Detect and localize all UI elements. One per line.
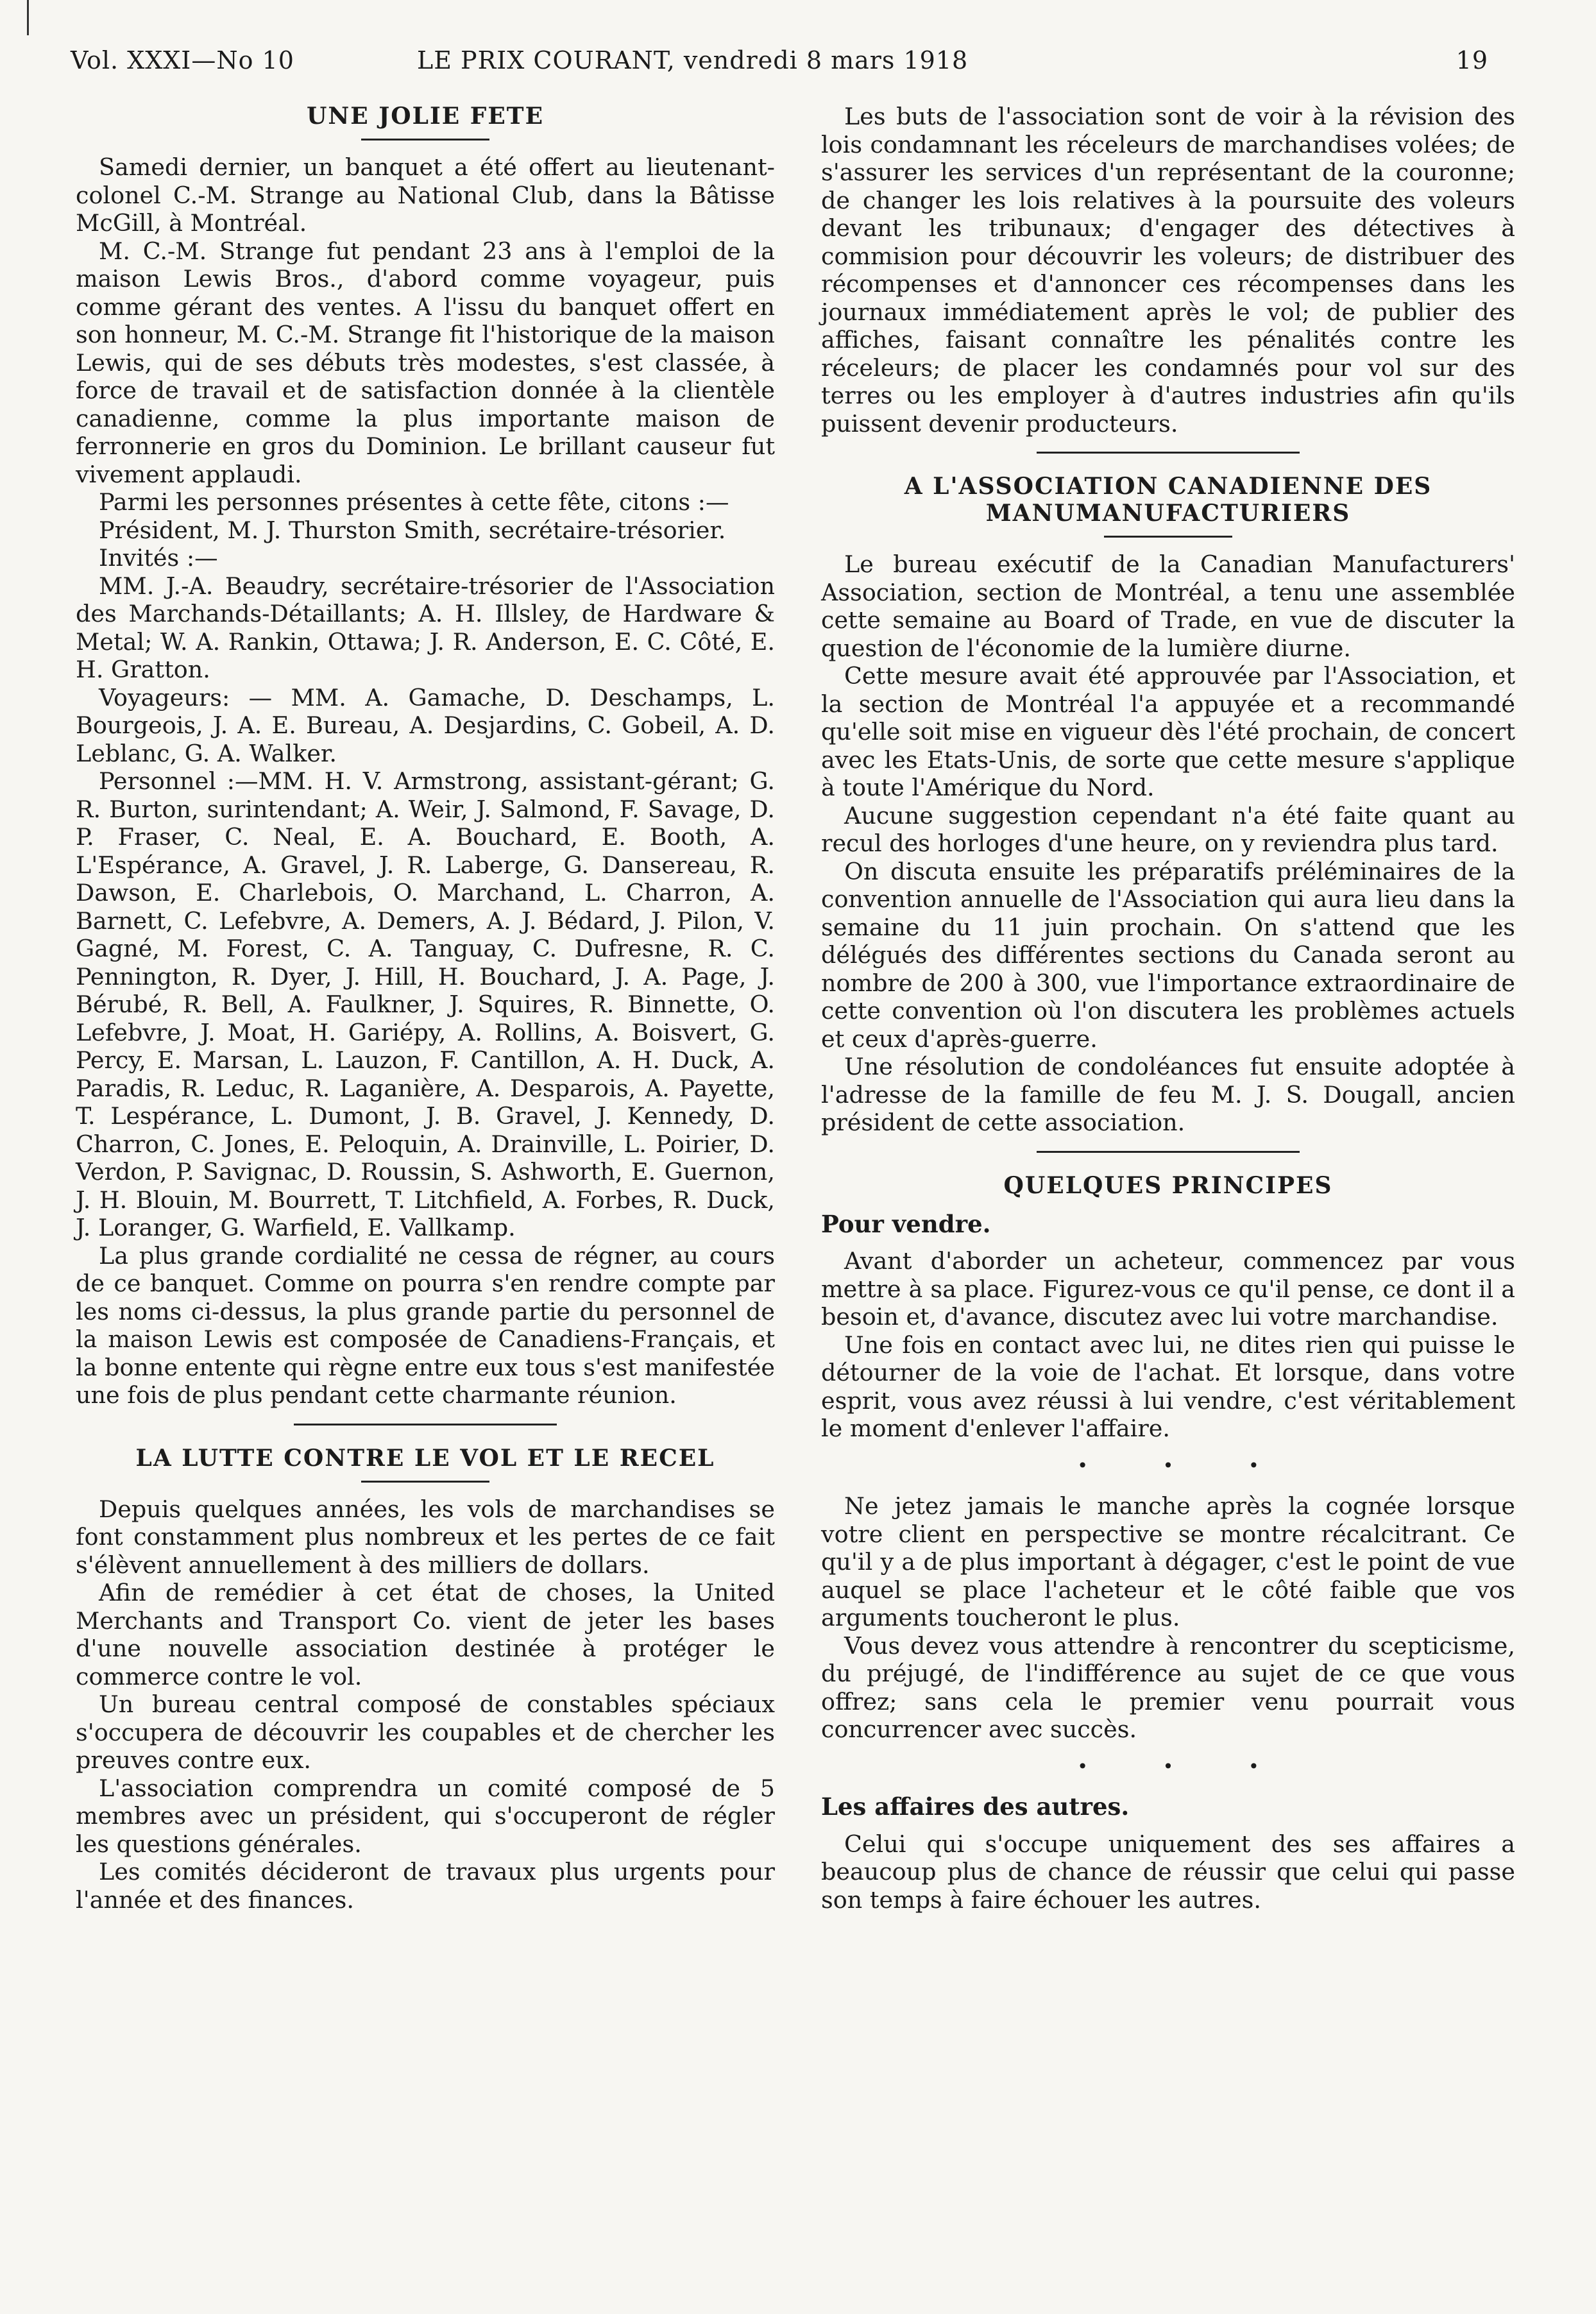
dot-separator: • • • [1077,1454,1294,1476]
title-rule [1104,536,1232,538]
title-rule [361,139,489,140]
left-column [76,103,775,1914]
subheading-affaires: Les affaires des autres. [821,1792,1130,1821]
paragraph: Cette mesure avait été approuvée par l'Association, et la section de Montréal l'a appuyée et a recommandé qu'elle soit mise en vigueur dès l'été prochain, de concert avec les Etats-Unis, de sorte que cette mesure s'applique à toute l'Amérique du Nord. [821,662,1515,801]
title-rule [361,1481,489,1483]
paragraph: Avant d'aborder un acheteur, commencez par vous mettre à sa place. Figurez-vous ce qu'il pense, ce dont il a besoin et, d'avance, discutez avec lui votre marchandise. [821,1247,1515,1331]
paragraph: Celui qui s'occupe uniquement des ses affaires a beaucoup plus de chance de réussir que celui qui passe son temps à faire échouer les autres. [821,1830,1515,1914]
paragraph: Depuis quelques années, les vols de marchandises se font constamment plus nombreux et les pertes de ce fait s'élèvent annuellement à des milliers de dollars. [76,1495,775,1579]
section-separator [1037,1151,1300,1153]
margin-rule [27,0,29,35]
page-number: 19 [1456,46,1488,74]
paragraph: MM. J.-A. Beaudry, secrétaire-trésorier de l'Association des Marchands-Détaillants; A. H. Illsley, de Hardware & Metal; W. A. Rankin, Ottawa; J. R. Anderson, E. C. Côté, E. H. Gratton. [76,572,775,683]
paragraph: Ne jetez jamais le manche après la cognée lorsque votre client en perspective se montre récalcitrant. Ce qu'il y a de plus important à dégager, c'est le point de vue auquel se place l'acheteur et le côté faible que vos arguments toucheront le plus. [821,1492,1515,1631]
masthead: LE PRIX COURANT, vendredi 8 mars 1918 [417,46,969,74]
article-title-lutte: LA LUTTE CONTRE LE VOL ET LE RECEL [135,1444,715,1472]
paragraph: Les comités décideront de travaux plus urgents pour l'année et des finances. [76,1858,775,1914]
section-separator [1037,452,1300,454]
right-column [821,103,1515,1914]
article-title-jolie-fete: UNE JOLIE FETE [306,103,545,130]
article-title-association: A L'ASSOCIATION CANADIENNE DES MANUMANUFACTURIERS [904,473,1432,527]
paragraph: Les buts de l'association sont de voir à la révision des lois condamnant les réceleurs de marchandises volées; de s'assurer les services d'un représentant de la couronne; de changer les lois relatives à la poursuite des voleurs devant les tribunaux; d'engager des détectives à commision pour découvrir les voleurs; de distribuer des récompenses et d'annoncer ces récompenses dans les journaux immédiatement après le vol; de publier des affiches, faisant connaître les pénalités contre les réceleurs; de placer les condamnés pour vol sur des terres ou les employer à d'autres industries afin qu'ils puissent devenir producteurs. [821,103,1515,438]
paragraph: Invités :— [99,544,218,572]
paragraph: Un bureau central composé de constables spéciaux s'occupera de découvrir les coupables et de chercher les preuves contre eux. [76,1690,775,1774]
page-header [71,46,1488,91]
paragraph: Afin de remédier à cet état de choses, la United Merchants and Transport Co. vient de jeter les bases d'une nouvelle association destinée à protéger le commerce contre le vol. [76,1579,775,1690]
section-separator [294,1424,557,1425]
paragraph: M. C.-M. Strange fut pendant 23 ans à l'emploi de la maison Lewis Bros., d'abord comme voyageur, puis comme gérant des ventes. A l'issu du banquet offert en son honneur, M. C.-M. Strange fit l'historique de la maison Lewis, qui de ses débuts très modestes, s'est classée, à force de travail et de satisfaction donnée à la clientèle canadienne, comme la plus importante maison de ferronnerie en gros du Dominion. Le brillant causeur fut vivement applaudi. [76,237,775,488]
paragraph: Vous devez vous attendre à rencontrer du scepticisme, du préjugé, de l'indifférence au sujet de ce que vous offrez; sans cela le premier venu pourrait vous concurrencer avec succès. [821,1631,1515,1743]
paragraph: Parmi les personnes présentes à cette fête, citons :— [99,488,729,516]
paragraph: Une fois en contact avec lui, ne dites rien qui puisse le détourner de la voie de l'achat. Et lorsque, dans votre esprit, vous avez réussi à lui vendre, c'est véritablement le moment d'enlever l'affaire. [821,1331,1515,1442]
paragraph: L'association comprendra un comité composé de 5 membres avec un président, qui s'occuperont de régler les questions générales. [76,1774,775,1858]
paragraph: Personnel :—MM. H. V. Armstrong, assistant-gérant; G. R. Burton, surintendant; A. Weir, J. Salmond, F. Savage, D. P. Fraser, C. Neal, E. A. Bouchard, E. Booth, A. L'Espérance, A. Gravel, J. R. Laberge, G. Dansereau, R. Dawson, E. Charlebois, O. Marchand, L. Charron, A. Barnett, C. Lefebvre, A. Demers, A. J. Bédard, J. Pilon, V. Gagné, M. Forest, C. A. Tanguay, C. Dufresne, R. C. Pennington, R. Dyer, J. Hill, H. Bouchard, J. A. Page, J. Bérubé, R. Bell, A. Faulkner, J. Squires, R. Binnette, O. Lefebvre, J. Moat, H. Gariépy, A. Rollins, A. Boisvert, G. Percy, E. Marsan, L. Lauzon, F. Cantillon, A. H. Duck, A. Paradis, R. Leduc, R. Laganière, A. Desparois, A. Payette, T. Lespérance, L. Dumont, J. B. Gravel, J. Kennedy, D. Charron, C. Jones, E. Peloquin, A. Drainville, L. Poirier, D. Verdon, P. Savignac, D. Roussin, S. Ashworth, E. Guernon, J. H. Blouin, M. Bourrett, T. Litchfield, A. Forbes, R. Duck, J. Loranger, G. Warfield, E. Vallkamp. [76,767,775,1241]
paragraph: Samedi dernier, un banquet a été offert au lieutenant-colonel C.-M. Strange au National Club, dans la Bâtisse McGill, à Montréal. [76,153,775,237]
volume-label: Vol. XXXI—No 10 [71,46,294,74]
paragraph: Aucune suggestion cependant n'a été faite quant au recul des horloges d'une heure, on y reviendra plus tard. [821,801,1515,857]
subheading-pour-vendre: Pour vendre. [821,1209,991,1238]
article-title-principes: QUELQUES PRINCIPES [1003,1171,1333,1199]
paragraph: Voyageurs: — MM. A. Gamache, D. Deschamps, L. Bourgeois, J. A. E. Bureau, A. Desjardins, C. Gobeil, A. D. Leblanc, G. A. Walker. [76,683,775,767]
paragraph: On discuta ensuite les préparatifs préléminaires de la convention annuelle de l'Association qui aura lieu dans la semaine du 11 juin prochain. On s'attend que les délégués des différentes sections du Canada seront au nombre de 200 à 300, vue l'importance extraordinaire de cette convention où l'on discutera les problèmes actuels et ceux d'après-guerre. [821,857,1515,1053]
paragraph: La plus grande cordialité ne cessa de régner, au cours de ce banquet. Comme on pourra s'en rendre compte par les noms ci-dessus, la plus grande partie du personnel de la maison Lewis est composée de Canadiens-Français, et la bonne entente qui règne entre eux tous s'est manifestée une fois de plus pendant cette charmante réunion. [76,1241,775,1409]
paragraph: Le bureau exécutif de la Canadian Manufacturers' Association, section de Montréal, a tenu une assemblée cette semaine au Board of Trade, en vue de discuter la question de l'économie de la lumière diurne. [821,550,1515,662]
dot-separator: • • • [1077,1755,1294,1777]
paragraph: Une résolution de condoléances fut ensuite adoptée à l'adresse de la famille de feu M. J. S. Dougall, ancien président de cette association. [821,1053,1515,1136]
paragraph: Président, M. J. Thurston Smith, secrétaire-trésorier. [99,516,726,544]
